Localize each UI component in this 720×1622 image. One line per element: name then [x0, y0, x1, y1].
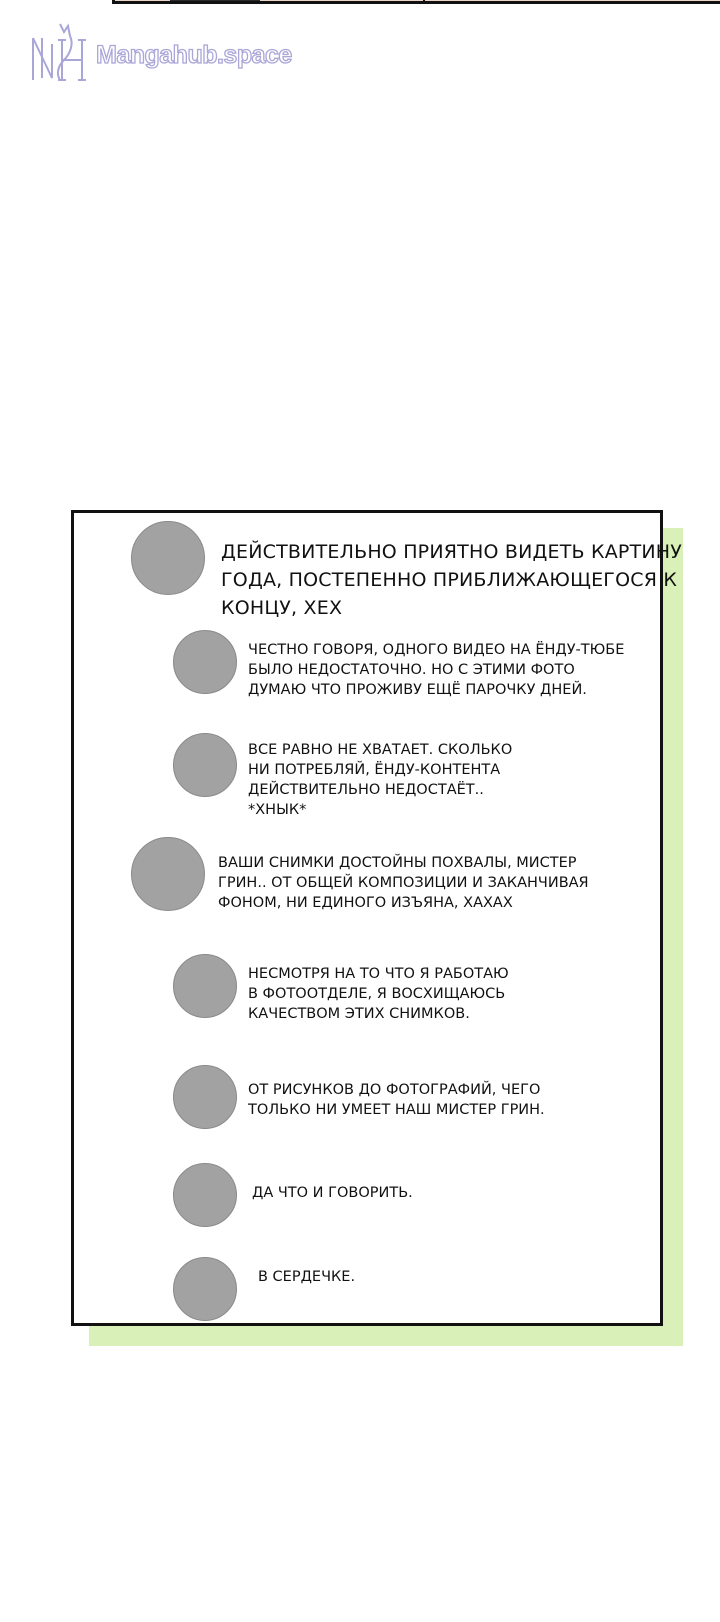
comment-text: ВСЕ РАВНО НЕ ХВАТАЕТ. СКОЛЬКО НИ ПОТРЕБЛЯЙ, ЁНДУ-КОНТЕНТА ДЕЙСТВИТЕЛЬНО НЕДОСТАЁТ.. *ХНЫК* [248, 742, 513, 818]
comments-panel [71, 510, 663, 1326]
comment-text: ДА ЧТО И ГОВОРИТЬ. [252, 1185, 413, 1201]
avatar [173, 733, 237, 797]
comment-text: ВАШИ СНИМКИ ДОСТОЙНЫ ПОХВАЛЫ, МИСТЕР ГРИН.. ОТ ОБЩЕЙ КОМПОЗИЦИИ И ЗАКАНЧИВАЯ ФОНОМ, НИ ЕДИНОГО ИЗЪЯНА, ХАХАХ [218, 855, 589, 911]
comment-text: В СЕРДЕЧКЕ. [258, 1269, 356, 1285]
comment-text: ОТ РИСУНКОВ ДО ФОТОГРАФИЙ, ЧЕГО ТОЛЬКО НИ УМЕЕТ НАШ МИСТЕР ГРИН. [248, 1082, 545, 1118]
avatar [173, 1163, 237, 1227]
comment-text: НЕСМОТРЯ НА ТО ЧТО Я РАБОТАЮ В ФОТООТДЕЛЕ, Я ВОСХИЩАЮСЬ КАЧЕСТВОМ ЭТИХ СНИМКОВ. [248, 966, 509, 1022]
avatar [173, 1257, 237, 1321]
watermark [30, 20, 292, 84]
panel-art-dark [170, 0, 260, 1]
watermark-text: Mangahub.space [96, 40, 292, 69]
avatar [173, 630, 237, 694]
comment-text: ДЕЙСТВИТЕЛЬНО ПРИЯТНО ВИДЕТЬ КАРТИНУ ГОДА, ПОСТЕПЕННО ПРИБЛИЖАЮЩЕГОСЯ К КОНЦУ, ХЕХ [221, 541, 683, 619]
comment-text: ЧЕСТНО ГОВОРЯ, ОДНОГО ВИДЕО НА ЁНДУ-ТЮБЕ БЫЛО НЕДОСТАТОЧНО. НО С ЭТИМИ ФОТО ДУМАЮ ЧТО ПРОЖИВУ ЕЩЁ ПАРОЧКУ ДНЕЙ. [248, 642, 625, 698]
mangahub-logo-icon [30, 20, 90, 84]
avatar [173, 954, 237, 1018]
avatar [131, 521, 205, 595]
previous-panel-edge [112, 0, 720, 4]
panel-divider [423, 0, 425, 1]
avatar [131, 837, 205, 911]
avatar [173, 1065, 237, 1129]
